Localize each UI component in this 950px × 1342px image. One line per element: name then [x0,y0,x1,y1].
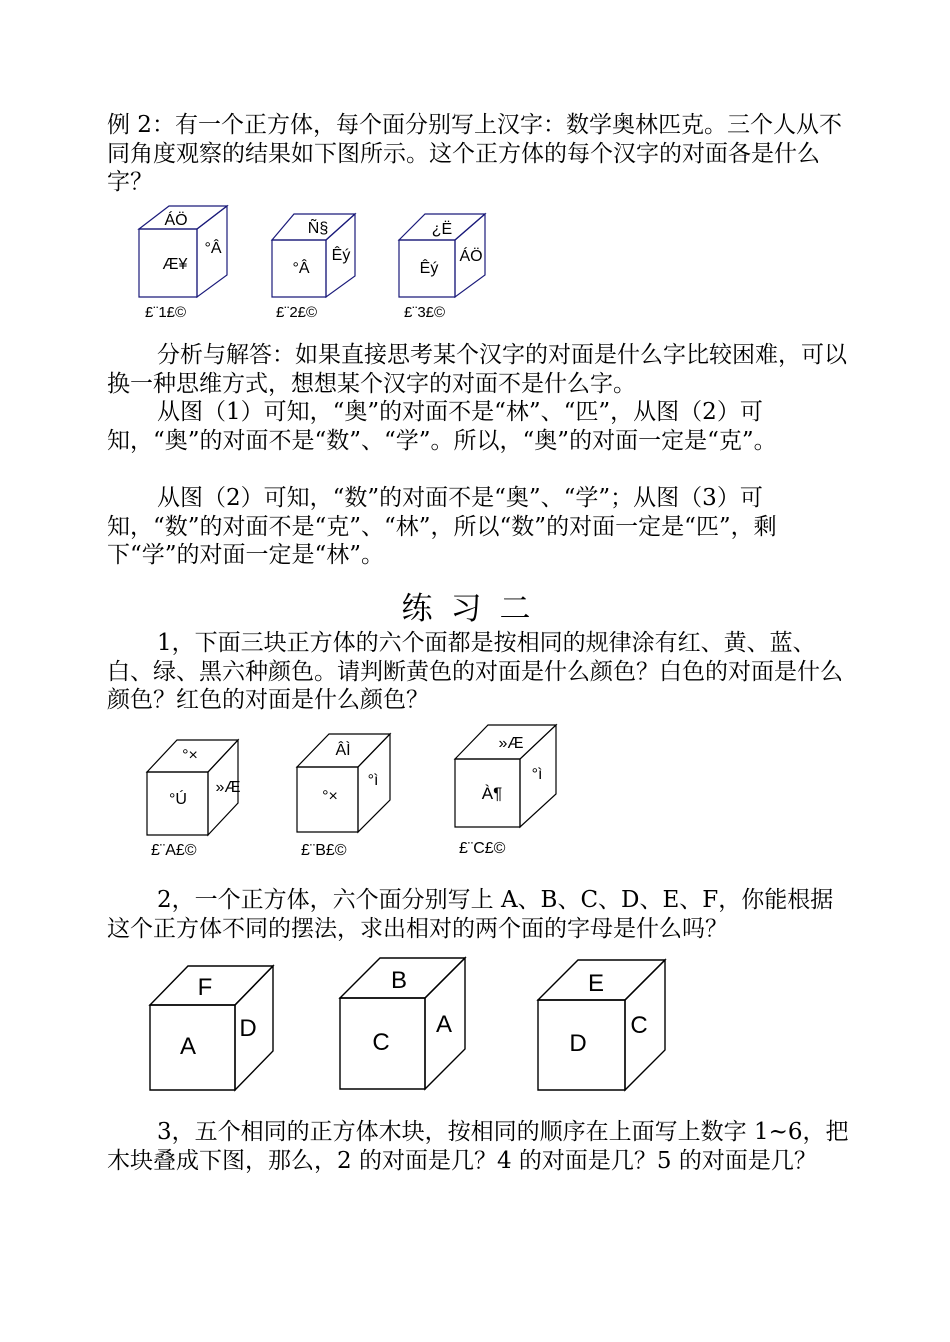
analysis-paragraph-3: 从图（2）可知，“数”的对面不是“奥”、“学”；从图（3）可知，“数”的对面不是“克”、“林”，所以“数”的对面一定是“匹”，剩下“学”的对面一定是“林”。 [107,485,777,568]
example-cube-1-front: Æ¥ [162,256,188,273]
section-title: 练习二 [401,591,549,627]
analysis-paragraph-1: 分析与解答：如果直接思考某个汉字的对面是什么字比较困难，可以换一种思维方式，想想某个汉字的对面不是什么字。 [107,342,847,397]
letter-cube-2-side: A [435,1011,453,1038]
example-cubes-figure [0,200,950,325]
exercise-1-text: 1，下面三块正方体的六个面都是按相同的规律涂有红、黄、蓝、白、绿、黑六种颜色。请判断黄色的对面是什么颜色？白色的对面是什么颜色？红色的对面是什么颜色？ [107,630,843,713]
color-cube-a-side: »Æ [215,779,241,796]
example-intro: 例 2：有一个正方体，每个面分别写上汉字：数学奥林匹克。三个人从不同角度观察的结果如下图所示。这个正方体的每个汉字的对面各是什么字？ [107,112,842,195]
example-cube-1-side: °Â [204,240,222,257]
example-cube-3-top: ¿Ë [431,221,453,238]
exercise-2-cubes-figure [0,950,950,1100]
example-cube-2-side: Êý [331,247,351,264]
color-cube-a-front: °Ú [169,791,187,808]
color-cube-a-top: °× [182,747,198,764]
letter-cube-1-side: D [239,1015,257,1042]
letter-cube-1-front: A [179,1033,197,1060]
letter-cube-3-front: D [569,1030,587,1057]
color-cube-b-label: £¨B£© [301,842,347,859]
example-cube-3-label: £¨3£© [404,304,446,321]
color-cube-b-side: °ì [367,772,379,789]
color-cube-c-label: £¨C£© [459,840,506,857]
exercise-1-cubes-figure [0,722,950,867]
example-cube-2-top: Ñ§ [307,220,329,237]
color-cube-b-top: ÂÌ [335,742,351,759]
exercise-3-text: 3，五个相同的正方体木块，按相同的顺序在上面写上数字 1~6，把木块叠成下图，那么，2 的对面是几？4 的对面是几？5 的对面是几？ [107,1119,849,1174]
letter-cube-1-top: F [197,974,213,1001]
example-cube-2-label: £¨2£© [276,304,318,321]
letter-cube-2-top: B [390,967,408,994]
example-cube-1-top: ÁÖ [164,212,188,229]
color-cube-c-front: À¶ [481,784,503,803]
letter-cube-2-front: C [372,1029,390,1056]
color-cube-c-top: »Æ [498,735,524,752]
example-cube-1-label: £¨1£© [145,304,187,321]
analysis-paragraph-2: 从图（1）可知，“奥”的对面不是“林”、“匹”，从图（2）可知，“奥”的对面不是“数”、“学”。所以，“奥”的对面一定是“克”。 [107,399,777,454]
color-cube-b-front: °× [322,788,338,805]
example-cube-3-side: ÁÖ [459,248,483,265]
example-cube-2-front: °Â [292,260,310,277]
letter-cube-3-side: C [630,1012,648,1039]
example-cube-3-front: Êý [419,260,439,277]
exercise-2-text: 2，一个正方体，六个面分别写上 A、B、C、D、E、F，你能根据这个正方体不同的摆法，求出相对的两个面的字母是什么吗？ [107,887,834,942]
color-cube-a-label: £¨A£© [151,842,197,859]
color-cube-c-side: °ì [531,766,543,783]
letter-cube-3-top: E [587,970,605,997]
